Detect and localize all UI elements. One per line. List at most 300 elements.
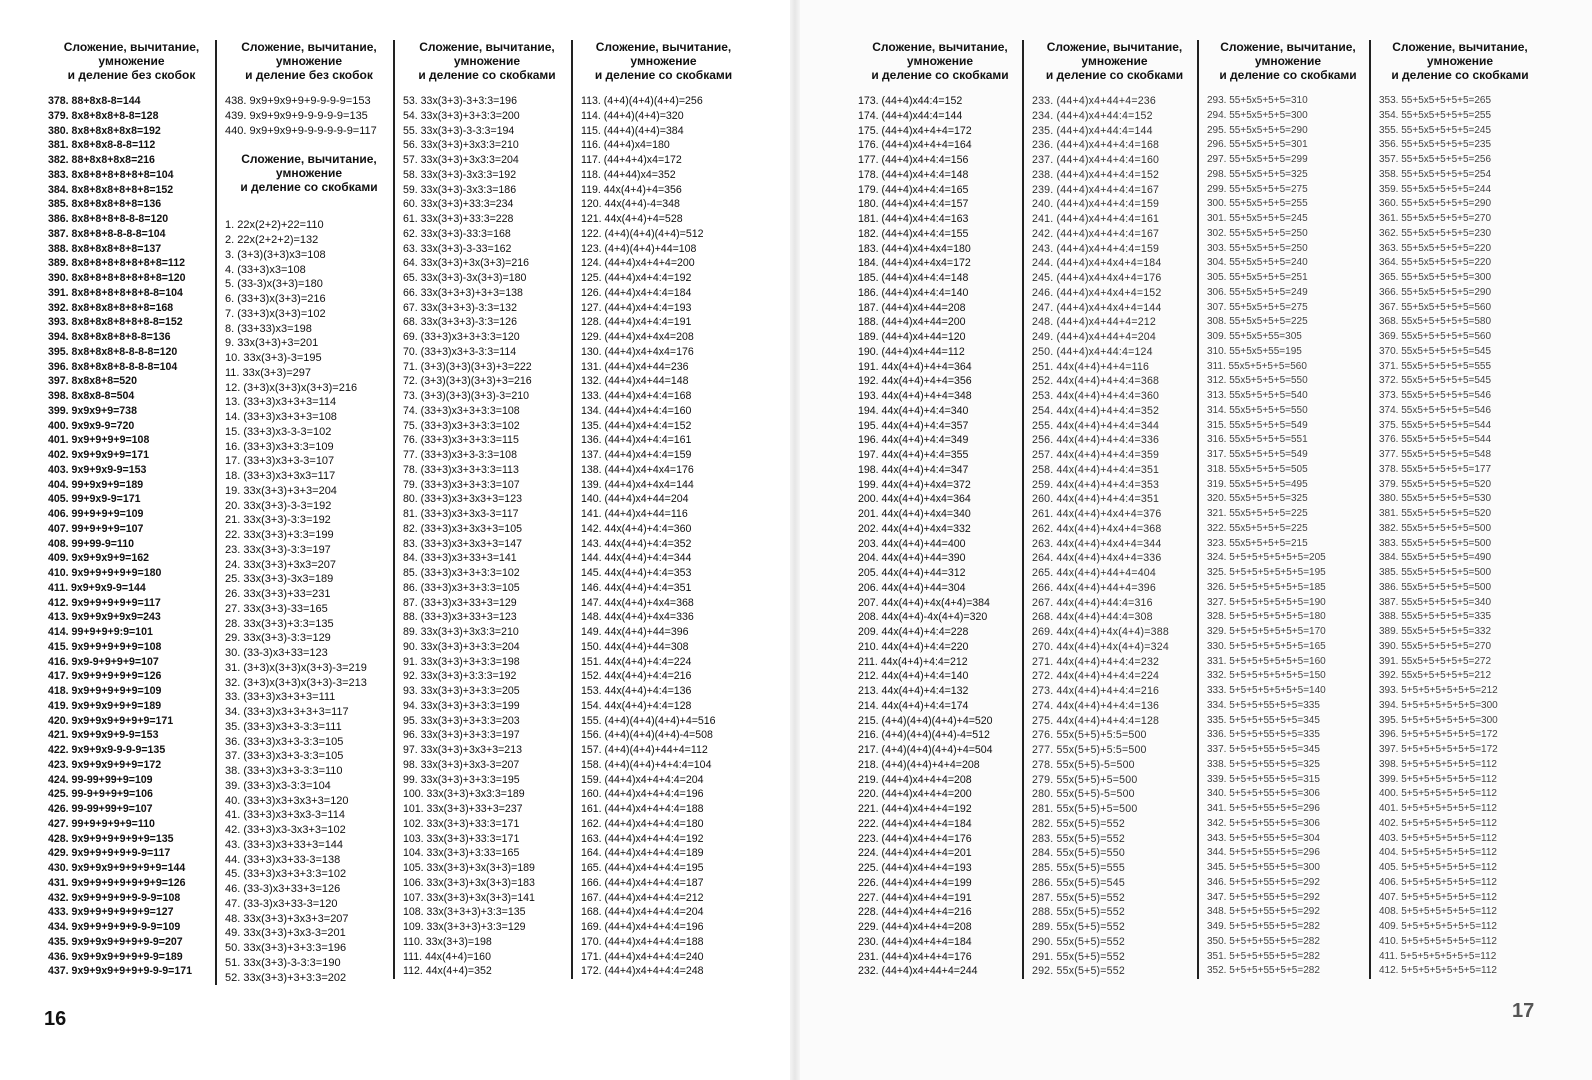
equation-item: 189. (44+4)x4+44=120 [858, 331, 966, 343]
equation-item: 287. 55x(5+5)=552 [1032, 891, 1125, 904]
equation-item: 368. 55x5+5+5+5+5=580 [1379, 316, 1492, 328]
equation-item: 125. (44+4)x4+4:4=192 [581, 272, 692, 284]
equation-item: 233. (44+4)x4+44+4=236 [1032, 95, 1156, 107]
equation-item: 19. 33x(3+3)+3+3=204 [225, 484, 337, 497]
equation-item: 226. (44+4)x4+4+4=199 [858, 876, 972, 889]
equation-item: 190. (44+4)x4+44=112 [858, 345, 965, 358]
equation-item: 432. 9x9+9+9+9+9-9-9=108 [48, 891, 181, 904]
equation-item: 169. (44+4)x4+4+4:4=196 [581, 921, 704, 933]
equation-item: 388. 55x5+5+5+5+5=335 [1379, 611, 1492, 623]
equation-item: 20. 33x(3+3)-3-3=192 [225, 499, 332, 512]
equation-item: 330. 5+5+5+5+5+5+5=165 [1207, 640, 1326, 652]
equation-item: 421. 9x9+9x9+9-9=153 [48, 729, 159, 742]
equation-item: 8. (33+33)x3=198 [225, 322, 312, 335]
equation-item: 12. (3+3)x(3+3)x(3+3)=216 [225, 381, 358, 394]
equation-item: 297. 55+5x5+5+5=299 [1207, 154, 1308, 165]
equation-item: 209. 44x(4+4)+4:4=228 [858, 626, 969, 638]
equation-item: 173. (44+4)x44:4=152 [858, 95, 963, 107]
header-line: и деление со скобками [1391, 68, 1529, 82]
equation-item: 168. (44+4)x4+4+4:4=204 [581, 906, 704, 919]
equation-item: 358. 55+5x5+5+5+5=254 [1379, 168, 1492, 180]
equation-item: 435. 9x9+9x9+9+9+9-9=207 [48, 935, 183, 948]
equation-item: 206. 44x(4+4)+44=304 [858, 581, 966, 594]
equation-item: 406. 5+5+5+5+5+5+5=112 [1379, 876, 1497, 888]
equation-item: 383. 8x8+8+8+8+8+8=104 [48, 168, 174, 181]
equation-item: 32. (3+3)x(3+3)x(3+3)-3=213 [225, 676, 367, 689]
equation-item: 18. (33+3)x3+3x3=117 [225, 470, 336, 482]
equation-item: 90. 33x(3+3)+3+3:3=204 [403, 640, 520, 653]
equation-item: 344. 5+5+5+55+5+5=296 [1207, 847, 1320, 859]
equation-item: 399. 5+5+5+5+5+5+5=112 [1379, 773, 1497, 785]
equation-item: 63. 33x(3+3)-3-33=162 [403, 242, 512, 255]
equation-item: 157. (4+4)(4+4)+44+4=112 [581, 744, 708, 756]
equation-item: 98. 33x(3+3)+3x3-3=207 [403, 758, 520, 771]
equation-item: 270. 44x(4+4)+4x(4+4)=324 [1032, 640, 1169, 653]
equation-item: 54. 33x(3+3)+3+3:3=200 [403, 109, 520, 122]
equation-item: 197. 44x(4+4)+4:4=355 [858, 449, 969, 461]
equation-item: 381. 8x8+8x8-8-8=112 [48, 139, 156, 152]
equation-item: 340. 5+5+5+55+5+5=306 [1207, 788, 1320, 800]
equation-item: 45. (33+3)x3+3+3:3=102 [225, 868, 347, 881]
equation-list [1379, 94, 1541, 979]
equation-item: 428. 9x9+9+9+9+9+9=135 [48, 832, 174, 845]
equation-item: 439. 9x9+9x9+9-9-9-9-9=135 [225, 109, 368, 122]
equation-item: 6. (33+3)x(3+3)=216 [225, 293, 326, 305]
equation-item: 128. (44+4)x4+4:4=191 [581, 316, 692, 329]
equation-item: 405. 5+5+5+5+5+5+5=112 [1379, 862, 1497, 873]
equation-item: 228. (44+4)x4+4+4=216 [858, 906, 972, 919]
header-line: умножение [906, 54, 974, 68]
equation-item: 111. 44x(4+4)=160 [403, 950, 491, 963]
equation-item: 256. 44x(4+4)+4+4:4=336 [1032, 434, 1160, 447]
equation-item: 387. 55x5+5+5+5+5=340 [1379, 596, 1492, 608]
equation-item: 399. 9x9x9+9=738 [48, 404, 137, 417]
equation-item: 260. 44x(4+4)+4+4:4=351 [1032, 493, 1160, 506]
equation-list [225, 94, 393, 138]
equation-item: 118. (44+44)x4=352 [581, 168, 676, 181]
equation-item: 116. (44+4)x4=180 [581, 139, 670, 152]
book-gutter [790, 0, 800, 1080]
equation-item: 292. 55x(5+5)=552 [1032, 965, 1125, 978]
equation-item: 122. (4+4)(4+4)(4+4)=512 [581, 227, 704, 240]
equation-item: 52. 33x(3+3)+3+3:3=202 [225, 971, 347, 984]
equation-item: 112. 44x(4+4)=352 [403, 965, 492, 978]
equation-item: 9. 33x(3+3)+3=201 [225, 337, 319, 350]
equation-item: 395. 8x8+8x8+8-8-8-8=120 [48, 345, 178, 358]
equation-item: 326. 5+5+5+5+5+5+5=185 [1207, 581, 1326, 593]
equation-item: 409. 9x9+9x9+9=162 [48, 552, 150, 565]
equation-item: 108. 33x(3+3+3)+3:3=135 [403, 906, 526, 919]
equation-item: 392. 8x8+8x8+8+8+8=168 [48, 301, 174, 314]
header-line: и деление со скобками [240, 180, 378, 195]
equation-item: 275. 44x(4+4)+4+4:4=128 [1032, 714, 1160, 727]
equation-item: 120. 44x(4+4)-4=348 [581, 198, 680, 211]
equation-item: 82. (33+3)x3+3x3+3=105 [403, 522, 522, 535]
page-number: 16 [44, 1008, 67, 1030]
equation-item: 431. 9x9+9+9+9+9+9+9=126 [48, 876, 186, 889]
equation-item: 390. 8x8+8+8+8+8+8+8=120 [48, 272, 186, 284]
equation-item: 268. 44x(4+4)+44:4=308 [1032, 611, 1153, 624]
equation-item: 48. 33x(3+3)+3x3+3=207 [225, 912, 349, 925]
equation-item: 386. 8x8+8+8+8-8-8=120 [48, 213, 169, 225]
header-line: Сложение, вычитание, [1046, 40, 1183, 54]
equation-item: 231. (44+4)x4+4+4=176 [858, 950, 972, 963]
equation-item: 437. 9x9+9x9+9+9+9-9-9=171 [48, 965, 193, 978]
equation-item: 99. 33x(3+3)+3+3:3=195 [403, 773, 520, 786]
equation-item: 336. 5+5+5+55+5+5=335 [1207, 729, 1320, 741]
equation-item: 380. 8x8+8x8+8x8=192 [48, 124, 161, 137]
equation-item: 94. 33x(3+3)+3+3:3=199 [403, 699, 520, 712]
equation-item: 101. 33x(3+3)+33+3=237 [403, 803, 523, 815]
equation-item: 378. 55x5+5+5+5+5=177 [1379, 463, 1492, 475]
equation-item: 333. 5+5+5+5+5+5+5=140 [1207, 685, 1326, 696]
equation-item: 93. 33x(3+3)+3+3:3=205 [403, 685, 520, 697]
equation-item: 40. (33+3)x3+3x3+3=120 [225, 794, 349, 807]
equation-item: 61. 33x(3+3)+33:3=228 [403, 213, 514, 225]
equation-item: 319. 55x5+5+5+5=495 [1207, 478, 1308, 490]
equation-item: 46. (33-3)x3+33+3=126 [225, 883, 341, 895]
equation-item: 141. (44+4)x4+44=116 [581, 508, 688, 520]
equation-item: 264. 44x(4+4)+4x4+4=336 [1032, 552, 1162, 565]
equation-item: 345. 5+5+5+55+5+5=300 [1207, 862, 1320, 873]
equation-item: 404. 99+9x9+9=189 [48, 478, 144, 491]
equation-item: 259. 44x(4+4)+4+4:4=353 [1032, 478, 1160, 491]
column-header [858, 40, 1022, 82]
equation-item: 85. (33+3)x3+3+3:3=102 [403, 567, 520, 579]
equation-item: 150. 44x(4+4)+44=308 [581, 640, 689, 653]
equation-list [858, 94, 1022, 979]
equation-item: 363. 55+5x5+5+5+5=220 [1379, 242, 1492, 254]
equation-item: 21. 33x(3+3)-3:3=192 [225, 514, 331, 527]
equation-item: 134. (44+4)x4+4:4=160 [581, 404, 692, 417]
equation-list [1207, 94, 1369, 979]
equation-item: 64. 33x(3+3)+3x(3+3)=216 [403, 257, 530, 270]
header-line: Сложение, вычитание, [595, 40, 732, 54]
equation-list [1032, 94, 1197, 979]
equation-item: 390. 55x5+5+5+5+5=270 [1379, 640, 1492, 652]
equation-item: 398. 5+5+5+5+5+5+5=112 [1379, 758, 1497, 770]
equation-item: 289. 55x(5+5)=552 [1032, 921, 1125, 933]
equation-item: 51. 33x(3+3)-3-3:3=190 [225, 956, 341, 969]
equation-item: 232. (44+4)x4+44+4=244 [858, 965, 978, 978]
equation-item: 188. (44+4)x4+44=200 [858, 316, 966, 329]
equation-item: 332. 5+5+5+5+5+5+5=150 [1207, 670, 1326, 682]
header-line: Сложение, вычитание, [419, 40, 555, 54]
equation-item: 88. (33+3)x3+33+3=123 [403, 611, 517, 624]
header-line: умножение [275, 166, 343, 181]
equation-item: 254. 44x(4+4)+4+4:4=352 [1032, 404, 1160, 417]
equation-item: 378. 88+8x8-8=144 [48, 95, 141, 107]
equation-item: 372. 55x5+5+5+5+5=545 [1379, 375, 1492, 387]
equation-item: 403. 5+5+5+5+5+5+5=112 [1379, 832, 1497, 844]
equation-item: 375. 55x5+5+5+5+5=544 [1379, 419, 1492, 431]
equation-item: 410. 9x9+9+9+9+9=180 [48, 567, 162, 579]
equation-item: 213. 44x(4+4)+4:4=132 [858, 685, 969, 697]
header-line: умножение [453, 54, 521, 68]
equation-item: 300. 55+5x5+5+5=255 [1207, 198, 1308, 210]
equation-item: 381. 55x5+5+5+5+5=520 [1379, 508, 1492, 519]
right-col-4 [1369, 40, 1541, 979]
equation-item: 322. 55x5+5+5+5=225 [1207, 522, 1308, 534]
equation-item: 221. (44+4)x4+4+4=192 [858, 803, 972, 815]
equation-item: 74. (33+3)x3+3+3:3=108 [403, 404, 520, 417]
header-line: умножение [275, 54, 343, 68]
equation-item: 298. 55+5x5+5+5=325 [1207, 168, 1308, 180]
equation-item: 201. 44x(4+4)+4x4=340 [858, 508, 971, 520]
equation-item: 58. 33x(3+3)-3x3:3=192 [403, 168, 517, 181]
equation-item: 208. 44x(4+4)-4x(4+4)=320 [858, 611, 988, 624]
equation-item: 183. (44+4)x4+4x4=180 [858, 242, 971, 255]
equation-item: 252. 44x(4+4)+4+4:4=368 [1032, 375, 1160, 388]
equation-item: 28. 33x(3+3)+3:3=135 [225, 617, 334, 630]
equation-item: 227. (44+4)x4+4+4=191 [858, 891, 972, 904]
equation-item: 22. 33x(3+3)+3:3=199 [225, 529, 334, 541]
left-col-1 [40, 40, 215, 979]
equation-item: 211. 44x(4+4)+4:4=212 [858, 655, 968, 668]
equation-item: 91. 33x(3+3)+3+3:3=198 [403, 655, 520, 668]
column-header [403, 40, 571, 82]
equation-item: 187. (44+4)x4+44=208 [858, 301, 966, 314]
equation-item: 136. (44+4)x4+4:4=161 [581, 434, 692, 447]
equation-item: 237. (44+4)x4+4+4:4=160 [1032, 154, 1160, 166]
equation-item: 148. 44x(4+4)+4x4=336 [581, 611, 694, 624]
equation-item: 419. 9x9+9x9+9+9=189 [48, 699, 162, 712]
equation-item: 299. 55+5x5+5+5=275 [1207, 183, 1308, 195]
equation-item: 317. 55x5+5+5+5=549 [1207, 449, 1308, 460]
equation-item: 244. (44+4)x4+4x4+4=184 [1032, 257, 1162, 270]
equation-item: 401. 5+5+5+5+5+5+5=112 [1379, 803, 1497, 814]
equation-item: 341. 5+5+5+55+5+5=296 [1207, 803, 1320, 814]
equation-item: 55. 33x(3+3)-3-3:3=194 [403, 124, 515, 137]
equation-item: 357. 55+5x5+5+5+5=256 [1379, 154, 1492, 165]
equation-item: 348. 5+5+5+55+5+5=292 [1207, 906, 1320, 918]
equation-item: 285. 55x(5+5)=555 [1032, 862, 1125, 874]
equation-item: 225. (44+4)x4+4+4=193 [858, 862, 972, 874]
equation-item: 65. 33x(3+3)-3x(3+3)=180 [403, 272, 527, 284]
equation-item: 301. 55+5x5+5+5=245 [1207, 213, 1308, 224]
equation-item: 360. 55+5x5+5+5+5=290 [1379, 198, 1492, 210]
equation-item: 385. 8x8+8x8+8+8=136 [48, 198, 162, 211]
equation-item: 30. (33-3)x3+33=123 [225, 647, 328, 659]
equation-item: 44. (33+3)x3+33-3=138 [225, 853, 341, 866]
equation-item: 403. 9x9+9x9-9=153 [48, 463, 147, 476]
header-line: умножение [630, 54, 697, 68]
column-header [1207, 40, 1369, 82]
equation-item: 396. 8x8+8x8+8-8-8-8=104 [48, 360, 178, 373]
equation-item: 409. 5+5+5+5+5+5+5=112 [1379, 921, 1497, 932]
equation-item: 38. (33+3)x3+3-3:3=110 [225, 765, 343, 777]
header-line: и деление со скобками [1045, 68, 1184, 82]
equation-item: 102. 33x(3+3)+33:3=171 [403, 817, 520, 830]
left-col-2 [215, 40, 393, 985]
equation-item: 104. 33x(3+3)+3:33=165 [403, 847, 520, 860]
equation-item: 5. (33-3)x(3+3)=180 [225, 278, 323, 291]
equation-item: 416. 9x9-9+9+9+9=107 [48, 655, 159, 668]
equation-item: 117. (44+4+4)x4=172 [581, 154, 682, 166]
equation-item: 42. (33+3)x3-3x3+3=102 [225, 824, 346, 836]
equation-item: 59. 33x(3+3)-3x3:3=186 [403, 183, 517, 196]
equation-item: 23. 33x(3+3)-3:3=197 [225, 543, 331, 556]
equation-list [225, 218, 393, 985]
equation-item: 77. (33+3)x3+3-3:3=108 [403, 449, 517, 461]
equation-item: 422. 9x9+9x9-9-9-9=135 [48, 744, 166, 756]
equation-item: 339. 5+5+5+55+5+5=315 [1207, 773, 1320, 785]
equation-item: 176. (44+4)x4+4+4=164 [858, 139, 972, 152]
equation-item: 394. 8x8+8x8+8+8-8=136 [48, 331, 171, 343]
equation-item: 138. (44+4)x4+4x4=176 [581, 463, 694, 476]
equation-item: 327. 5+5+5+5+5+5+5=190 [1207, 596, 1326, 608]
equation-item: 424. 99-99+99+9=109 [48, 773, 153, 786]
equation-item: 352. 5+5+5+55+5+5=282 [1207, 965, 1320, 977]
equation-item: 199. 44x(4+4)+4x4=372 [858, 478, 971, 491]
equation-item: 137. (44+4)x4+4:4=159 [581, 449, 692, 461]
equation-item: 316. 55x5+5+5+5=551 [1207, 434, 1308, 446]
equation-item: 161. (44+4)x4+4+4:4=188 [581, 803, 704, 815]
equation-item: 426. 99-99+99+9=107 [48, 803, 153, 815]
equation-item: 146. 44x(4+4)+4:4=351 [581, 581, 692, 594]
equation-item: 251. 44x(4+4)+4+4=116 [1032, 360, 1150, 373]
equation-item: 356. 55+5x5+5+5+5=235 [1379, 139, 1492, 151]
equation-item: 73. (3+3)(3+3)(3+3)-3=210 [403, 390, 530, 402]
equation-item: 195. 44x(4+4)+4:4=357 [858, 419, 969, 432]
equation-item: 66. 33x(3+3+3)+3+3=138 [403, 286, 523, 299]
equation-item: 158. (4+4)(4+4)+4+4:4=104 [581, 758, 712, 771]
header-line: Сложение, вычитание, [241, 40, 377, 54]
header-line: и деление со скобками [418, 68, 556, 82]
equation-item: 184. (44+4)x4+4x4=172 [858, 257, 971, 270]
equation-item: 193. 44x(4+4)+4+4=348 [858, 390, 972, 402]
header-line: Сложение, вычитание, [241, 152, 377, 167]
equation-item: 110. 33x(3+3)=198 [403, 935, 492, 948]
equation-item: 7. (33+3)x(3+3)=102 [225, 307, 326, 320]
equation-item: 397. 5+5+5+5+5+5+5=172 [1379, 744, 1498, 755]
equation-item: 115. (44+4)(4+4)=384 [581, 124, 684, 137]
equation-item: 243. (44+4)x4+4+4:4=159 [1032, 242, 1160, 255]
header-line: умножение [1426, 54, 1494, 68]
equation-item: 320. 55x5+5+5+5=325 [1207, 493, 1308, 505]
equation-item: 371. 55x5+5+5+5+5=555 [1379, 360, 1492, 372]
equation-item: 283. 55x(5+5)=552 [1032, 832, 1125, 845]
equation-item: 4. (33+3)x3=108 [225, 263, 306, 276]
equation-item: 17. (33+3)x3+3-3=107 [225, 455, 335, 468]
equation-item: 75. (33+3)x3+3+3:3=102 [403, 419, 520, 432]
equation-item: 180. (44+4)x4+4:4=157 [858, 198, 969, 211]
equation-item: 222. (44+4)x4+4+4=184 [858, 817, 972, 830]
equation-item: 159. (44+4)x4+4+4:4=204 [581, 773, 704, 786]
equation-item: 36. (33+3)x3+3-3:3=105 [225, 735, 344, 748]
equation-item: 430. 9x9+9x9+9+9+9+9=144 [48, 862, 186, 874]
equation-item: 186. (44+4)x4+4:4=140 [858, 286, 969, 299]
equation-item: 312. 55x5+5+5+5=550 [1207, 375, 1308, 387]
equation-item: 408. 5+5+5+5+5+5+5=112 [1379, 906, 1497, 918]
header-line: Сложение, вычитание, [1220, 40, 1356, 54]
equation-item: 391. 8x8+8+8+8+8+8-8=104 [48, 286, 183, 299]
equation-item: 240. (44+4)x4+4+4:4=159 [1032, 198, 1160, 211]
equation-item: 313. 55x5+5+5+5=540 [1207, 390, 1308, 401]
equation-item: 192. 44x(4+4)+4+4=356 [858, 375, 972, 388]
equation-item: 272. 44x(4+4)+4+4:4=224 [1032, 670, 1160, 683]
equation-item: 142. 44x(4+4)+4:4=360 [581, 522, 692, 535]
equation-item: 355. 55+5x5+5+5+5=245 [1379, 124, 1492, 136]
column-header [1379, 40, 1541, 82]
equation-item: 156. (4+4)(4+4)(4+4)-4=508 [581, 729, 713, 742]
equation-item: 366. 55+5x5+5+5+5=290 [1379, 286, 1492, 298]
equation-item: 257. 44x(4+4)+4+4:4=359 [1032, 449, 1160, 461]
header-line: Сложение, вычитание, [1392, 40, 1528, 54]
equation-item: 11. 33x(3+3)=297 [225, 366, 312, 379]
equation-item: 246. (44+4)x4+4x4+4=152 [1032, 286, 1162, 299]
equation-item: 204. 44x(4+4)+44=390 [858, 552, 966, 565]
equation-item: 307. 55+5x5+5+5=275 [1207, 301, 1308, 313]
equation-item: 398. 8x8x8-8=504 [48, 390, 135, 402]
equation-item: 415. 9x9+9+9+9+9=108 [48, 640, 162, 653]
equation-item: 127. (44+4)x4+4:4=193 [581, 301, 692, 314]
equation-item: 145. 44x(4+4)+4:4=353 [581, 567, 692, 579]
equation-item: 365. 55+5x5+5+5+5=300 [1379, 272, 1492, 283]
equation-item: 241. (44+4)x4+4+4:4=161 [1032, 213, 1160, 225]
equation-item: 334. 5+5+5+55+5+5=335 [1207, 699, 1320, 711]
equation-item: 166. (44+4)x4+4+4:4=187 [581, 876, 704, 889]
equation-item: 335. 5+5+5+55+5+5=345 [1207, 714, 1320, 726]
equation-item: 154. 44x(4+4)+4:4=128 [581, 699, 692, 712]
equation-item: 194. 44x(4+4)+4:4=340 [858, 404, 969, 417]
equation-item: 143. 44x(4+4)+4:4=352 [581, 537, 692, 550]
equation-item: 331. 5+5+5+5+5+5+5=160 [1207, 655, 1326, 667]
equation-item: 284. 55x(5+5)=550 [1032, 847, 1125, 860]
equation-item: 423. 9x9+9x9+9+9=172 [48, 758, 162, 771]
equation-item: 377. 55x5+5+5+5+5=548 [1379, 449, 1492, 460]
equation-item: 165. (44+4)x4+4+4:4=195 [581, 862, 704, 874]
equation-item: 343. 5+5+5+55+5+5=304 [1207, 832, 1320, 844]
equation-item: 153. 44x(4+4)+4:4=136 [581, 685, 692, 697]
equation-item: 436. 9x9+9x9+9+9+9-9=189 [48, 950, 183, 963]
equation-item: 113. (4+4)(4+4)(4+4)=256 [581, 95, 703, 107]
equation-item: 67. 33x(3+3+3)-3:3=132 [403, 301, 517, 314]
equation-item: 34. (33+3)x3+3+3+3=117 [225, 706, 349, 718]
equation-item: 235. (44+4)x4+44:4=144 [1032, 124, 1153, 137]
equation-item: 83. (33+3)x3+3x3+3=147 [403, 537, 522, 550]
section-header [225, 152, 393, 194]
equation-item: 72. (3+3)(3+3)(3+3)+3=216 [403, 375, 532, 388]
equation-item: 337. 5+5+5+55+5+5=345 [1207, 744, 1320, 755]
equation-item: 84. (33+3)x3+33+3=141 [403, 552, 517, 565]
equation-item: 329. 5+5+5+5+5+5+5=170 [1207, 626, 1326, 637]
equation-item: 167. (44+4)x4+4+4:4=212 [581, 891, 704, 904]
equation-item: 261. 44x(4+4)+4x4+4=376 [1032, 508, 1162, 520]
equation-item: 87. (33+3)x3+33+3=129 [403, 596, 517, 609]
equation-item: 309. 55+5x5+55=305 [1207, 331, 1302, 342]
equation-item: 396. 5+5+5+5+5+5+5=172 [1379, 729, 1498, 741]
equation-item: 379. 8x8+8x8+8-8=128 [48, 109, 159, 122]
equation-item: 86. (33+3)x3+3+3:3=105 [403, 581, 520, 594]
equation-item: 56. 33x(3+3)+3x3:3=210 [403, 139, 519, 152]
equation-item: 276. 55x(5+5)+5:5=500 [1032, 729, 1147, 742]
equation-item: 400. 9x9x9-9=720 [48, 419, 135, 432]
column-header [48, 40, 215, 82]
equation-item: 347. 5+5+5+55+5+5=292 [1207, 891, 1320, 903]
equation-item: 383. 55x5+5+5+5+5=500 [1379, 537, 1492, 549]
header-line: Сложение, вычитание, [872, 40, 1008, 54]
equation-item: 386. 55x5+5+5+5+5=500 [1379, 581, 1492, 593]
equation-item: 242. (44+4)x4+4+4:4=167 [1032, 227, 1160, 240]
equation-item: 391. 55x5+5+5+5+5=272 [1379, 655, 1492, 667]
equation-item: 31. (3+3)x(3+3)x(3+3)-3=219 [225, 661, 367, 674]
equation-item: 96. 33x(3+3)+3+3:3=197 [403, 729, 520, 742]
equation-item: 346. 5+5+5+55+5+5=292 [1207, 876, 1320, 888]
equation-item: 214. 44x(4+4)+4:4=174 [858, 699, 969, 712]
equation-item: 296. 55+5x5+5+5=301 [1207, 139, 1308, 151]
equation-item: 438. 9x9+9x9+9+9-9-9-9=153 [225, 95, 371, 107]
